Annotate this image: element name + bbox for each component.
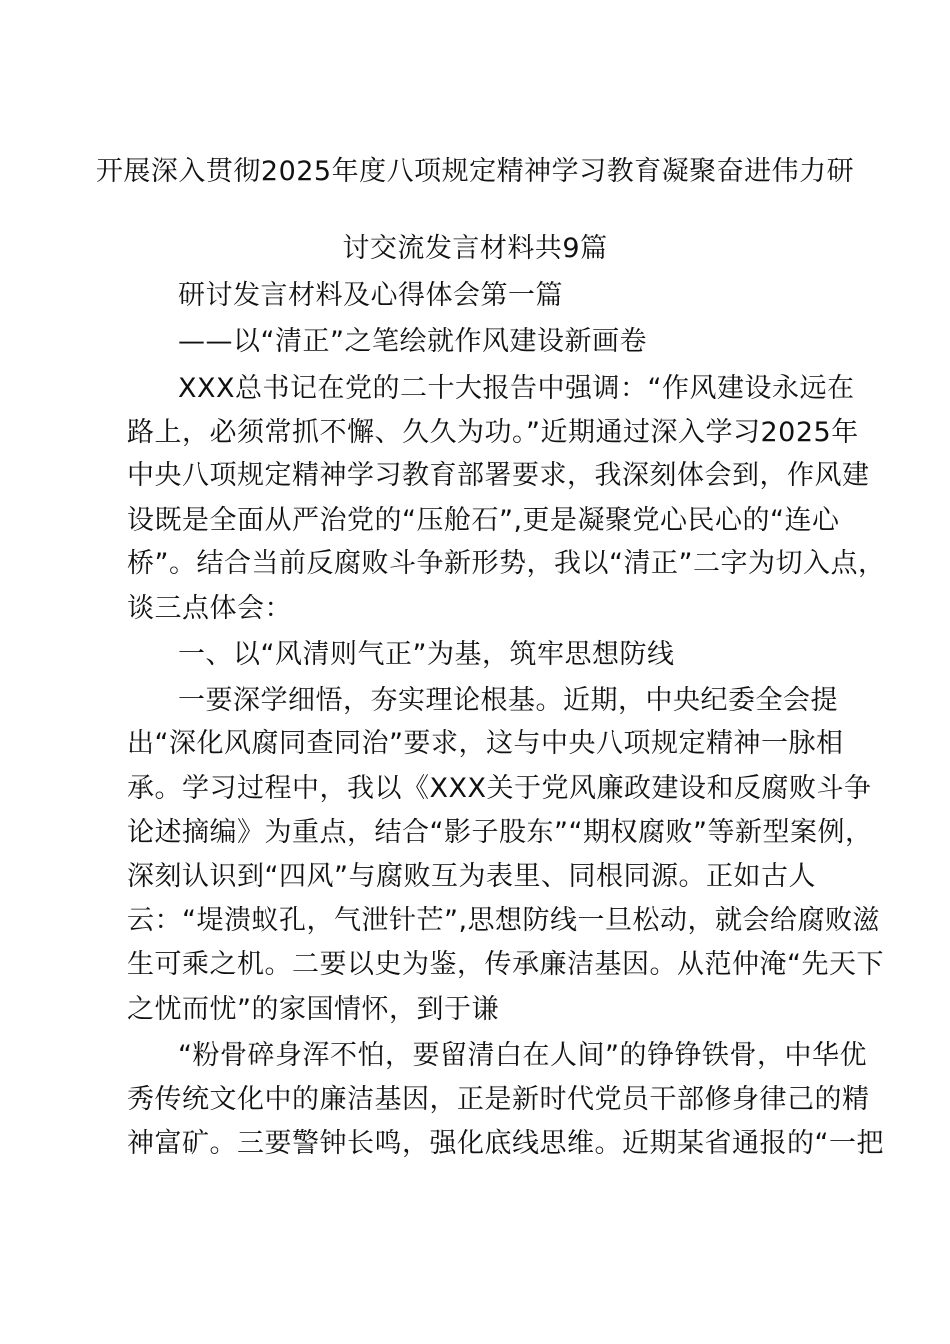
document-title-line-1: 开展深入贯彻2025年度八项规定精神学习教育凝聚奋进伟力研 bbox=[95, 156, 855, 187]
paragraph-line: 桥”。结合当前反腐败斗争新形势，我以“清正”二字为切入点， bbox=[127, 548, 886, 579]
paragraph-line: 秀传统文化中的廉洁基因，正是新时代党员干部修身律己的精 bbox=[127, 1084, 870, 1115]
paragraph-line: 云：“堤溃蚁孔，气泄针芒”,思想防线一旦松动，就会给腐败滋 bbox=[127, 905, 881, 936]
paragraph-line: XXX总书记在党的二十大报告中强调：“作风建设永远在 bbox=[178, 373, 855, 404]
paragraph-line: “粉骨碎身浑不怕，要留清白在人间”的铮铮铁骨，中华优 bbox=[178, 1040, 867, 1071]
document-title-line-2: 讨交流发言材料共9篇 bbox=[342, 233, 608, 264]
paragraph-line: 神富矿。三要警钟长鸣，强化底线思维。近期某省通报的“一把 bbox=[127, 1128, 884, 1159]
section-title: 研讨发言材料及心得体会第一篇 bbox=[178, 280, 563, 311]
paragraph-line: 生可乘之机。二要以史为鉴，传承廉洁基因。从范仲淹“先天下 bbox=[127, 949, 884, 980]
paragraph-line: 之忧而忧”的家国情怀，到于谦 bbox=[127, 994, 499, 1025]
paragraph-line: 谈三点体会： bbox=[127, 593, 292, 624]
paragraph-line: 一要深学细悟，夯实理论根基。近期，中央纪委全会提 bbox=[178, 685, 838, 716]
paragraph-line: 设既是全面从严治党的“压舱石”,更是凝聚党心民心的“连心 bbox=[127, 505, 840, 536]
subtitle: ——以“清正”之笔绘就作风建设新画卷 bbox=[178, 326, 647, 357]
paragraph-line: 论述摘编》为重点，结合“影子股东”“期权腐败”等新型案例， bbox=[127, 817, 873, 848]
paragraph-line: 承。学习过程中，我以《XXX关于党风廉政建设和反腐败斗争 bbox=[127, 773, 872, 804]
paragraph-line: 中央八项规定精神学习教育部署要求，我深刻体会到，作风建 bbox=[127, 460, 870, 491]
paragraph-line: 深刻认识到“四风”与腐败互为表里、同根同源。正如古人 bbox=[127, 861, 816, 892]
paragraph-line: 路上，必须常抓不懈、久久为功。”近期通过深入学习2025年 bbox=[127, 417, 859, 448]
section-heading: 一、以“风清则气正”为基，筑牢思想防线 bbox=[178, 639, 675, 670]
paragraph-line: 出“深化风腐同查同治”要求，这与中央八项规定精神一脉相 bbox=[127, 728, 844, 759]
